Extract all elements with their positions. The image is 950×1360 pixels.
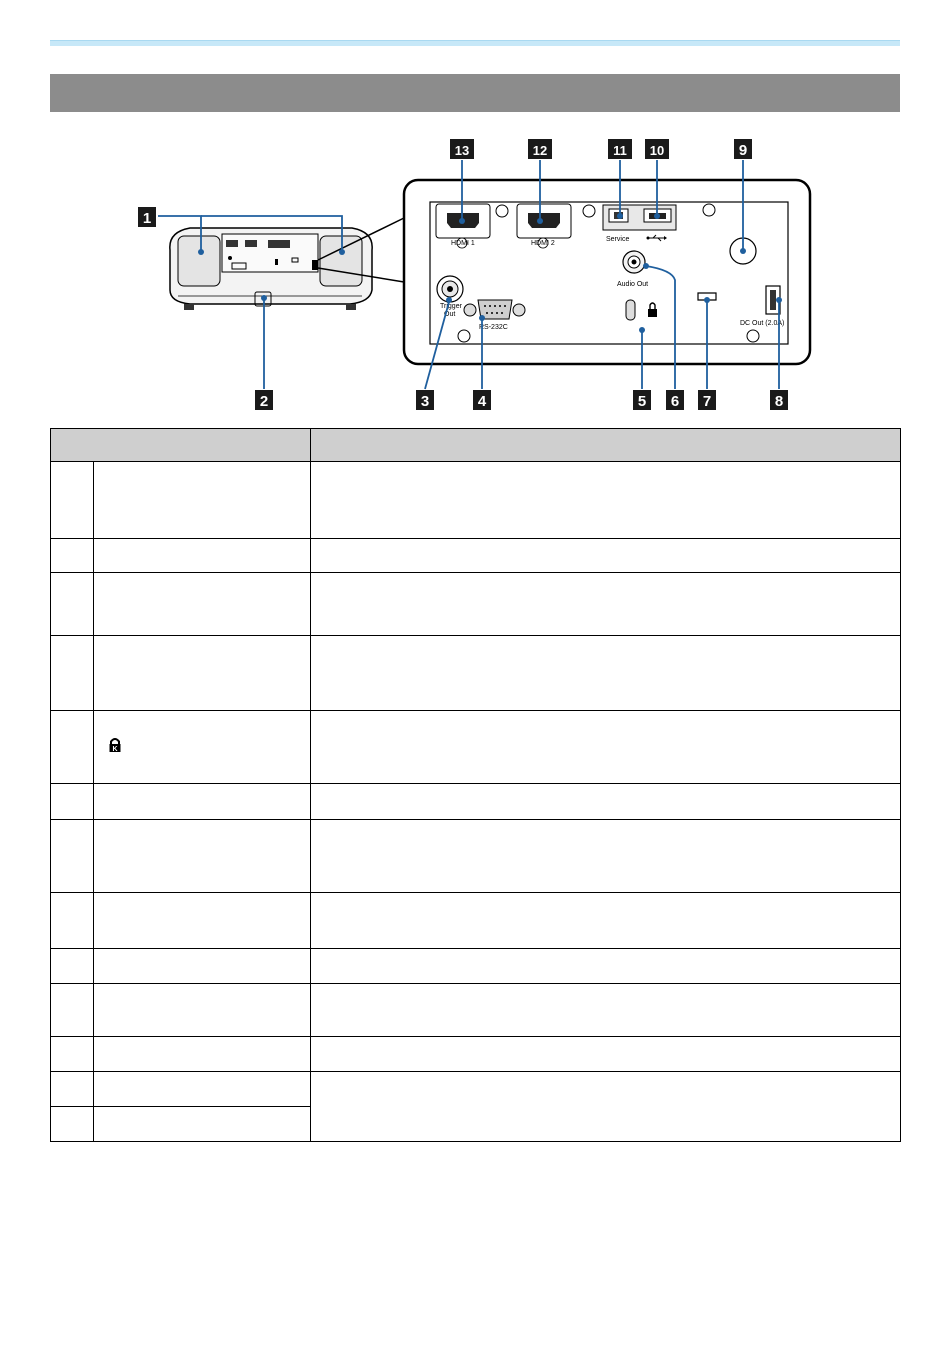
table-row [51, 636, 901, 711]
row-number [51, 1072, 94, 1107]
row-name [94, 1072, 311, 1107]
svg-text:11: 11 [613, 143, 627, 158]
callout-9 [734, 139, 752, 159]
row-number [51, 573, 94, 636]
row-function [311, 711, 901, 784]
table-row [51, 949, 901, 984]
trigger-out-label-2: Out [444, 311, 456, 318]
svg-text:6: 6 [670, 393, 680, 410]
svg-text:2: 2 [259, 393, 269, 410]
callout-6 [666, 390, 684, 410]
row-function [311, 949, 901, 984]
table-row [51, 984, 901, 1037]
svg-text:10: 10 [649, 143, 665, 158]
row-function [311, 636, 901, 711]
callout-10 [645, 139, 669, 159]
svg-text:8: 8 [774, 393, 784, 410]
row-number [51, 539, 94, 573]
row-number [51, 784, 94, 820]
function-column-header [311, 429, 901, 462]
row-name [94, 820, 311, 893]
svg-text:4: 4 [477, 393, 487, 410]
row-number [51, 893, 94, 949]
terminal-panel [404, 180, 810, 364]
table-row [51, 1037, 901, 1072]
svg-text:3: 3 [420, 393, 430, 410]
parts-table [50, 428, 901, 1142]
hdmi1-label: HDMI 1 [451, 240, 475, 247]
svg-text:7: 7 [702, 393, 712, 410]
row-name [94, 893, 311, 949]
row-function [311, 573, 901, 636]
row-function [311, 893, 901, 949]
svg-text:13: 13 [454, 143, 470, 158]
svg-text:1: 1 [142, 210, 152, 227]
table-row [51, 1072, 901, 1107]
row-function [311, 784, 901, 820]
row-name [94, 984, 311, 1037]
trigger-out-label-1: Trigger [440, 303, 462, 310]
row-name [94, 573, 311, 636]
row-number [51, 984, 94, 1037]
row-name [94, 636, 311, 711]
row-name [94, 1107, 311, 1142]
callout-11 [608, 139, 632, 159]
table-row [51, 462, 901, 539]
row-number [51, 949, 94, 984]
row-number [51, 636, 94, 711]
svg-text:9: 9 [738, 142, 748, 159]
callout-1 [138, 207, 156, 227]
row-number [51, 462, 94, 539]
table-row [51, 711, 901, 784]
callout-4 [473, 390, 491, 410]
row-name [94, 1037, 311, 1072]
row-function [311, 462, 901, 539]
svg-text:12: 12 [532, 143, 548, 158]
callout-2 [255, 390, 273, 410]
dc-out-label: DC Out (2.0A) [740, 320, 785, 327]
hdmi2-label: HDMI 2 [531, 240, 555, 247]
audio-out-label: Audio Out [617, 281, 649, 288]
callout-7 [698, 390, 716, 410]
callout-13 [450, 139, 474, 159]
table-row [51, 539, 901, 573]
row-function [311, 539, 901, 573]
row-number [51, 711, 94, 784]
svg-text:5: 5 [637, 393, 647, 410]
row-name-cell [94, 711, 311, 784]
row-name [94, 784, 311, 820]
callout-12 [528, 139, 552, 159]
callout-8 [770, 390, 788, 410]
table-header-row [51, 429, 901, 462]
table-row [51, 784, 901, 820]
row-number [51, 1037, 94, 1072]
row-function [311, 1072, 901, 1142]
row-number [51, 1107, 94, 1142]
svg-text:K: K [112, 746, 118, 753]
callout-3 [416, 390, 434, 410]
kensington-lock-icon [108, 737, 122, 753]
table-row [51, 893, 901, 949]
projector-rear-diagram [0, 0, 950, 420]
row-function [311, 820, 901, 893]
row-number [51, 820, 94, 893]
table-row [51, 573, 901, 636]
row-name [94, 539, 311, 573]
rs232c-label: RS-232C [479, 324, 508, 331]
service-label: Service [606, 236, 630, 243]
callout-5 [633, 390, 651, 410]
row-name [94, 462, 311, 539]
row-function [311, 984, 901, 1037]
row-function [311, 1037, 901, 1072]
table-row [51, 820, 901, 893]
row-name [94, 949, 311, 984]
name-column-header [51, 429, 311, 462]
